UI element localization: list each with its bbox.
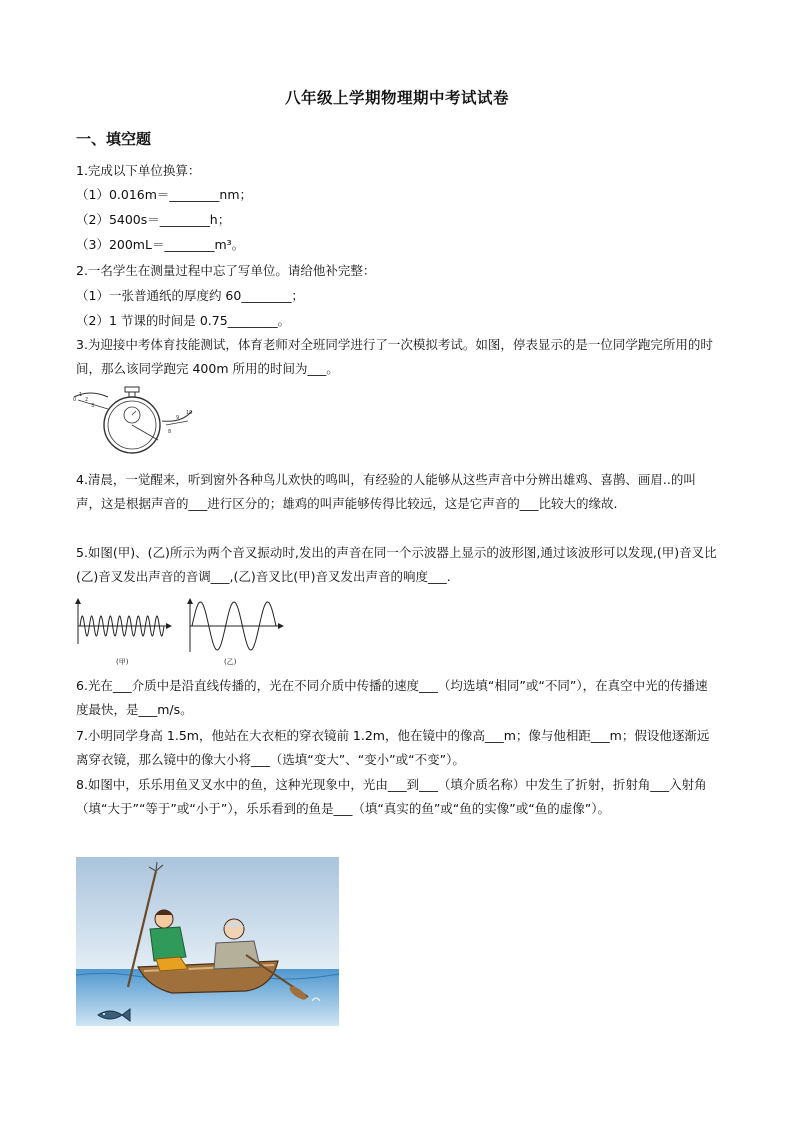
section-heading: 一、填空题: [76, 130, 152, 148]
dial-label: 9: [176, 415, 180, 421]
q1-stem: 1.完成以下单位换算：: [76, 163, 201, 178]
dial-label: 1: [79, 392, 83, 398]
q5-text: 5.如图(甲)、(乙)所示为两个音叉振动时,发出的声音在同一个示波器上显示的波形图,通过该波形可以发现,(甲)音叉比(乙)音叉发出声音的音调___,(乙)音叉比(甲)音叉发出声音的响度___.: [76, 545, 717, 584]
dial-label: 3: [91, 403, 95, 409]
q6-text: 6.光在___介质中是沿直线传播的，光在不同介质中传播的速度___（均选填“相同”或“不同”），在真空中光的传播速度最快，是___m/s。: [76, 678, 708, 717]
q2-stem: 2.一名学生在测量过程中忘了写单位。请给他补完整：: [76, 263, 376, 278]
q2-part-1: （1）一张普通纸的厚度约 60________；: [76, 288, 304, 303]
q1-part-2: （2）5400s＝________h；: [76, 212, 231, 227]
page-title: 八年级上学期物理期中考试试卷: [284, 89, 509, 107]
q8-text: 8.如图中，乐乐用鱼叉叉水中的鱼，这种光现象中，光由___到___（填介质名称）中发生了折射，折射角___入射角（填“大于”“等于”或“小于”），乐乐看到的鱼是___（填“真实的鱼”或“鱼的实像”或“鱼的虚像”）。: [76, 777, 707, 816]
stopwatch-figure: [70, 385, 200, 459]
q3-text: 3.为迎接中考体育技能测试，体育老师对全班同学进行了一次模拟考试。如图，停表显示的是一位同学跑完所用的时间，那么该同学跑完 400m 所用的时间为___。: [76, 337, 713, 376]
q4-text: 4.清晨，一觉醒来，听到窗外各种鸟儿欢快的鸣叫，有经验的人能够从这些声音中分辨出雄鸡、喜鹊、画眉..的叫声，这是根据声音的___进行区分的；雄鸡的叫声能够传得比较远，这是它声音的___比较大的缘故.: [76, 472, 696, 511]
dial-label: 2: [85, 397, 89, 403]
q7-text: 7.小明同学身高 1.5m，他站在大衣柜的穿衣镜前 1.2m，他在镜中的像高___m；像与他相距___m；假设他逐渐远离穿衣镜，那么镜中的像大小将___（选填“变大”、“变小”或“不变”）。: [76, 728, 710, 767]
fishing-illustration: [76, 857, 339, 1026]
waveform-label-a: (甲): [116, 658, 129, 666]
q2-part-2: （2）1 节课的时间是 0.75________。: [76, 313, 291, 328]
dial-label: 0: [73, 397, 77, 403]
dial-label: 8: [168, 429, 172, 435]
waveform-figure: [72, 596, 292, 668]
q1-part-1: （1）0.016m＝________nm；: [76, 187, 253, 202]
waveform-label-b: (乙): [224, 658, 237, 666]
q1-part-3: （3）200mL＝________m³。: [76, 237, 245, 252]
dial-label: 10: [186, 410, 193, 416]
